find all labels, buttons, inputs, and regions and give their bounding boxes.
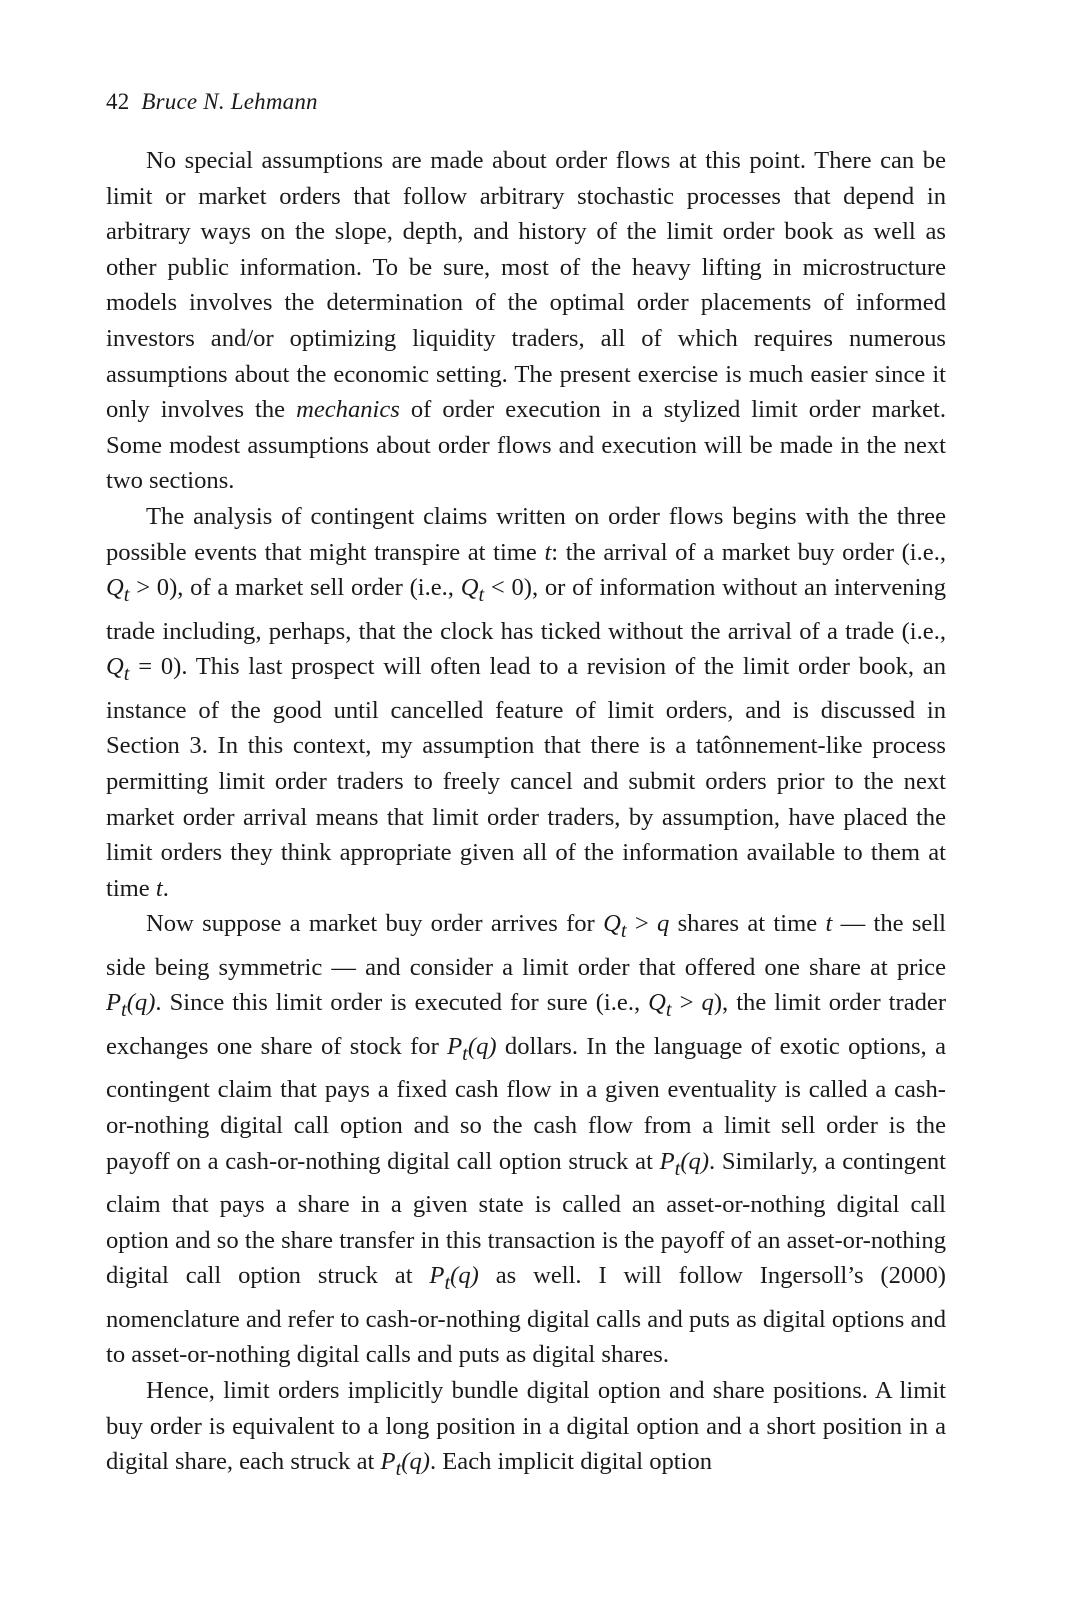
emphasis-mechanics: mechanics [296,396,400,424]
paragraph-2: The analysis of contingent claims written on order flows begins with the three possible events that might transpire at time t: the arrival of a market buy order (i.e., $Q_t > 0$), of a market sell order (i.e., $Q_t < 0$), or of information without an intervening trade including, perhaps, that the clock has ticked without the arrival of a trade (i.e., $Q_t = 0$). This last prospect will often lead to a revision of the limit order book, an instance of the good until cancelled feature of limit orders, and is discussed in Section 3. In this context, my assumption that there is a tatônnement-like process permitting limit order traders to freely cancel and submit orders prior to the next market order arrival means that limit order traders, by assumption, have placed the limit orders they think appropriate given all of the information available to them at time t. [106,502,947,902]
author-name: Bruce N. Lehmann [141,89,318,114]
page-number: 42 [106,89,130,114]
paragraph-1: No special assumptions are made about order flows at this point. There can be limit or market orders that follow arbitrary stochastic processes that depend in arbitrary ways on the slope, depth, and history of the limit order book as well as other public information. To be sure, most of the heavy lifting in microstructure models involves the determination of the optimal order placements of informed investors and/or optimizing liquidity traders, all of which requires numerous assumptions about the economic setting. The present exercise is much easier since it only involves the mechanics of order execution in a stylized limit order market. Some modest assumptions about order flows and execution will be made in the next two sections. [106,147,946,495]
paragraph-3: Now suppose a market buy order arrives for $Q_t > q$ shares at time t — the sell side being symmetric — and consider a limit order that offered one share at price $P_t(q)$. Since this limit order is executed for sure (i.e., $Q_t > q$), the limit order trader exchanges one share of stock for $P_t(q)$ dollars. In the language of exotic options, a contingent claim that pays a fixed cash flow in a given eventuality is called a cash-or-nothing digital call option and so the cash flow from a limit sell order is the payoff on a cash-or-nothing digital call option struck at $P_t(q)$. Similarly, a contingent claim that pays a share in a given state is called an asset-or-nothing digital call option and so the share transfer in this transaction is the payoff of an asset-or-nothing digital call option struck at $P_t(q)$ as well. I will follow Ingersoll’s (2000) nomenclature and refer to cash-or-nothing digital calls and puts as digital options and to asset-or-nothing digital calls and puts as digital shares. [106,910,947,1369]
body-text [106,143,946,1488]
running-header [106,86,318,118]
paragraph-4: Hence, limit orders implicitly bundle digital option and share positions. A limit buy order is equivalent to a long position in a digital option and a short position in a digital share, each struck at $P_t(q)$. Each implicit digital option [106,1376,946,1481]
